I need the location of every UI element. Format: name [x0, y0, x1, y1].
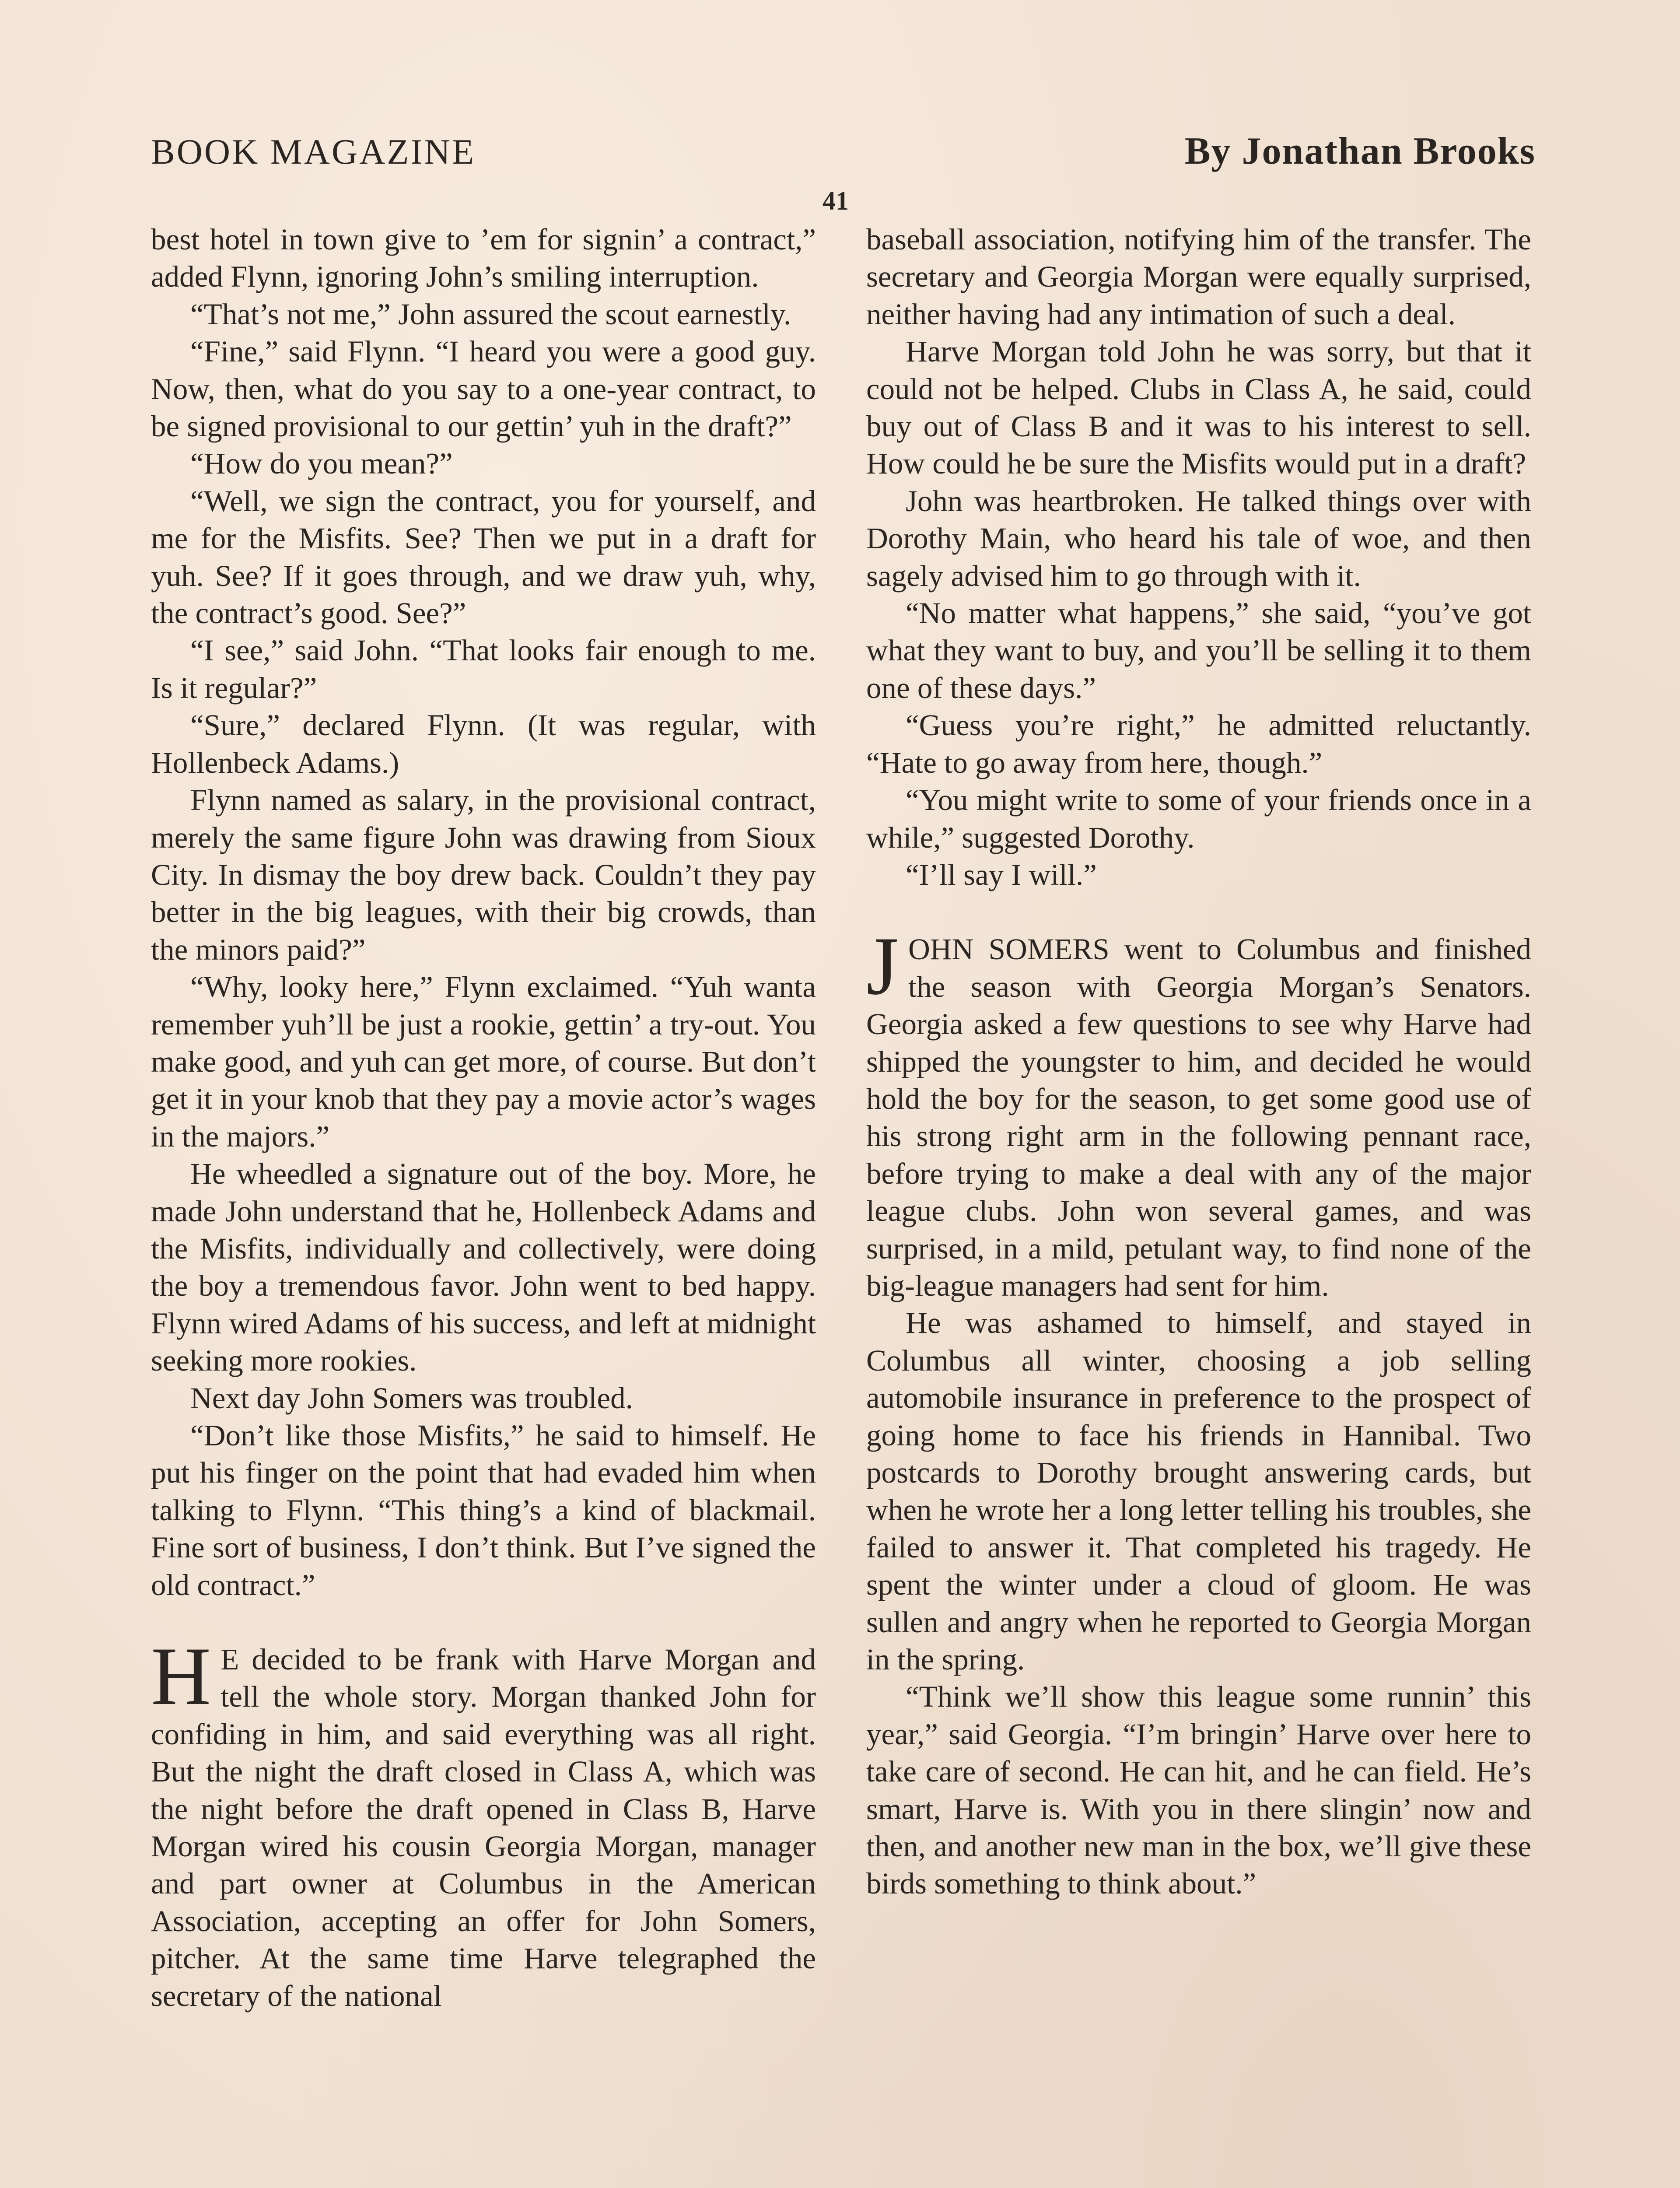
paragraph: Next day John Somers was troubled.	[190, 1381, 633, 1415]
paragraph: “Fine,” said Flynn. “I heard you were a good guy. Now, then, what do you say to a one-year contract, to be signed provisional to our gettin’ yuh in the draft?”	[151, 335, 816, 443]
paragraph: best hotel in town give to ’em for signin’ a contract,” added Flynn, ignoring John’s smiling interruption.	[151, 223, 816, 294]
section-paragraph	[866, 920, 1531, 1304]
paragraph: “Well, we sign the contract, you for yourself, and me for the Misfits. See? Then we put in a draft for yuh. See? If it goes through, and we draw yuh, why, the contract’s good. See?”	[151, 484, 816, 630]
section-text: OHN SOMERS went to Columbus and finished the season with Georgia Morgan’s Senators. Georgia asked a few questions to see why Harve had shipped the youngster to him, and decided he would hold the boy for the season, to get some good use of his strong right arm in the following pennant race, before trying to make a deal with any of the major league clubs. John won several games, and was surprised, in a mild, petulant way, to find none of the big-league managers had sent for him.	[866, 933, 1531, 1302]
drop-cap: J	[866, 920, 899, 1013]
drop-cap: H	[151, 1630, 211, 1723]
paragraph: Flynn named as salary, in the provisional contract, merely the same figure John was drawing from Sioux City. In dismay the boy drew back. Couldn’t they pay better in the big leagues, with their big crowds, than the minors paid?”	[151, 783, 816, 966]
paragraph: baseball association, notifying him of the transfer. The secretary and Georgia Morgan were equally surprised, neither having had any intimation of such a deal.	[866, 223, 1531, 331]
paragraph: Harve Morgan told John he was sorry, but that it could not be helped. Clubs in Class A, he said, could buy out of Class B and it was to his interest to sell. How could he be sure the Misfits would put in a draft?	[866, 335, 1531, 480]
paragraph: “Guess you’re right,” he admitted reluctantly. “Hate to go away from here, though.”	[866, 708, 1531, 779]
paragraph: “I see,” said John. “That looks fair enough to me. Is it regular?”	[151, 634, 816, 705]
magazine-title: BOOK MAGAZINE	[151, 132, 476, 172]
paragraph: “I’ll say I will.”	[906, 858, 1097, 891]
paragraph: “No matter what happens,” she said, “you’ve got what they want to buy, and you’ll be selling it to them one of these days.”	[866, 596, 1531, 705]
section-text: E decided to be frank with Harve Morgan and tell the whole story. Morgan thanked John for confiding in him, and said everything was all right. But the night the draft closed in Class A, which was the night before the draft opened in Class B, Harve Morgan wired his cousin Georgia Morgan, manager and part owner at Columbus in the American Association, accepting an offer for John Somers, pitcher. At the same time Harve telegraphed the secretary of the national	[151, 1643, 816, 2013]
paragraph: He was ashamed to himself, and stayed in Columbus all winter, choosing a job selling automobile insurance in preference to the prospect of going home to face his friends in Hannibal. Two postcards to Dorothy brought answering cards, but when he wrote her a long letter telling his troubles, she failed to answer it. That completed his tragedy. He spent the winter under a cloud of gloom. He was sullen and angry when he reported to Georgia Morgan in the spring.	[866, 1306, 1531, 1676]
section-paragraph	[151, 1630, 816, 2015]
author-byline: By Jonathan Brooks	[1184, 130, 1536, 172]
paragraph: “Think we’ll show this league some runnin’ this year,” said Georgia. “I’m bringin’ Harve over here to take care of second. He can hit, and he can field. He’s smart, Harve is. With you in there slingin’ now and then, and another new man in the box, we’ll give these birds something to think about.”	[866, 1680, 1531, 1900]
paragraph: “You might write to some of your friends once in a while,” suggested Dorothy.	[866, 783, 1531, 854]
right-column	[866, 221, 1531, 1903]
paragraph: John was heartbroken. He talked things over with Dorothy Main, who heard his tale of woe, and then sagely advised him to go through with it.	[866, 484, 1531, 593]
paragraph: “Why, looky here,” Flynn exclaimed. “Yuh wanta remember yuh’ll be just a rookie, gettin’ a try-out. You make good, and yuh can get more, of course. But don’t get it in your knob that they pay a movie actor’s wages in the majors.”	[151, 970, 816, 1153]
paragraph: He wheedled a signature out of the boy. More, he made John understand that he, Hollenbeck Adams and the Misfits, individually and collectively, were doing the boy a tremendous favor. John went to bed happy. Flynn wired Adams of his success, and left at midnight seeking more rookies.	[151, 1157, 816, 1378]
paragraph: “How do you mean?”	[190, 447, 453, 480]
paragraph: “Don’t like those Misfits,” he said to himself. He put his finger on the point that had evaded him when talking to Flynn. “This thing’s a kind of blackmail. Fine sort of business, I don’t think. But I’ve signed the old contract.”	[151, 1419, 816, 1602]
paragraph: “Sure,” declared Flynn. (It was regular, with Hollenbeck Adams.)	[151, 708, 816, 779]
left-column	[151, 221, 816, 2015]
paragraph: “That’s not me,” John assured the scout earnestly.	[190, 297, 791, 331]
page-number: 41	[822, 186, 849, 215]
